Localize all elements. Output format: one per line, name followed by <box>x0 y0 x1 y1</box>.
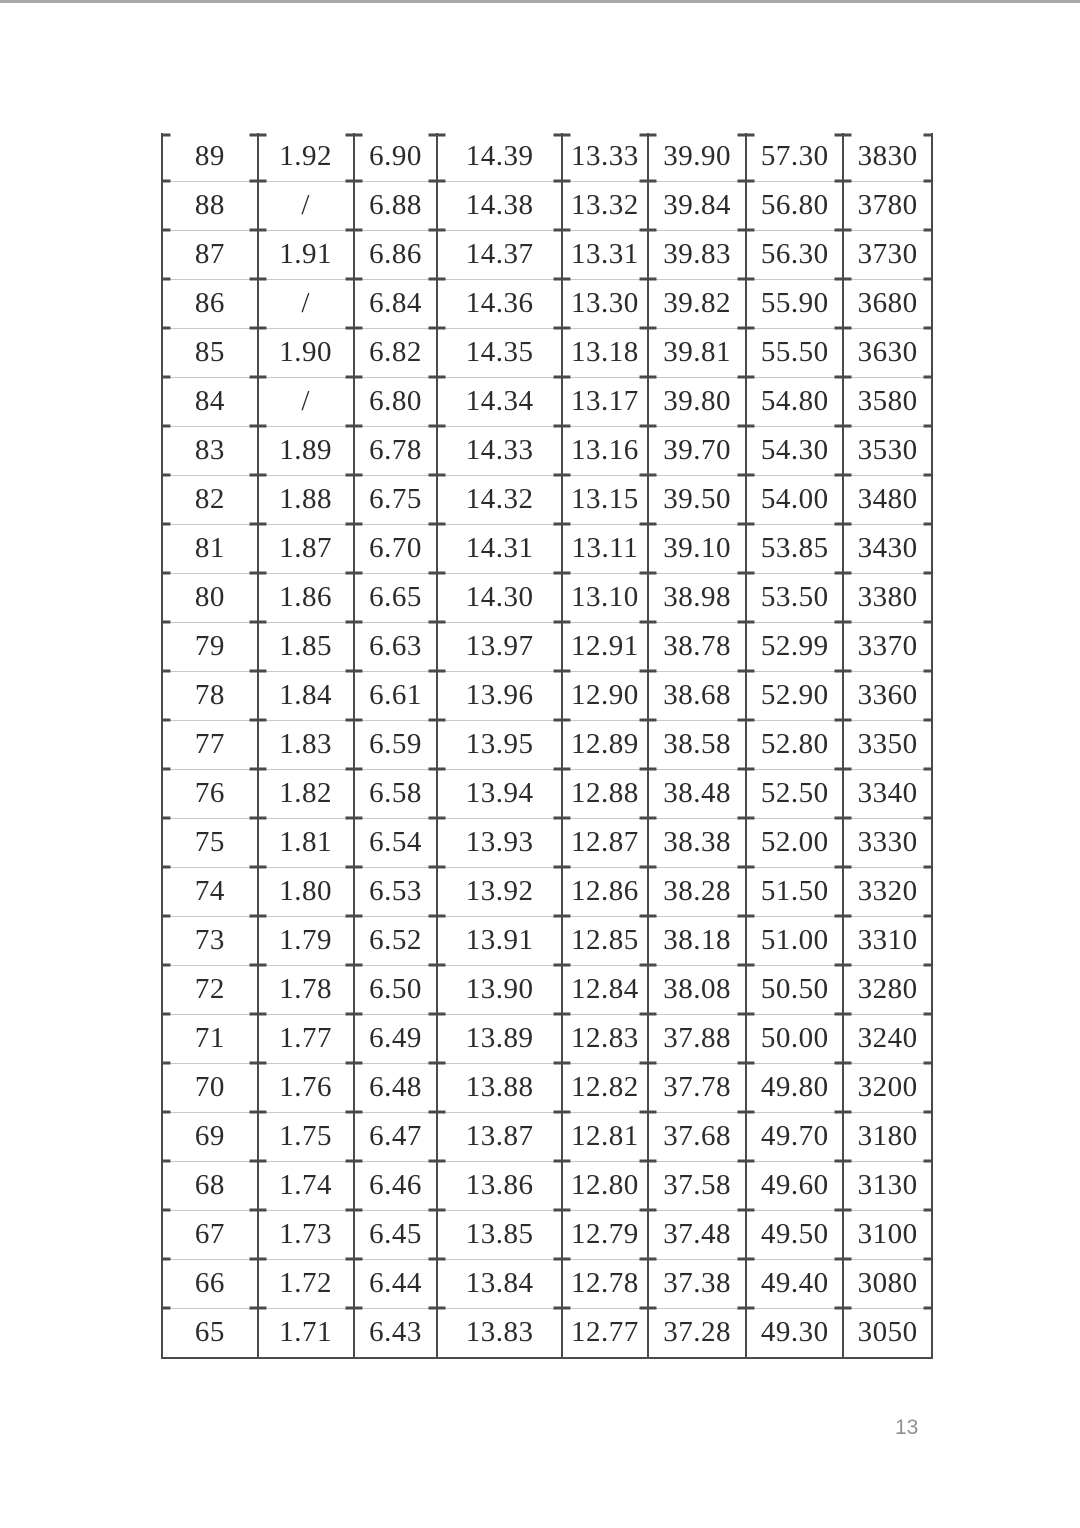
table-row <box>162 1112 932 1161</box>
table-row <box>162 769 932 818</box>
table-cell: 13.97 <box>437 622 562 671</box>
table-cell: 53.50 <box>746 573 843 622</box>
table-cell: 87 <box>162 230 258 279</box>
table-cell: 13.30 <box>562 279 648 328</box>
table-cell: 38.68 <box>648 671 747 720</box>
table-cell: 39.84 <box>648 181 747 230</box>
table-cell: 38.18 <box>648 916 747 965</box>
table-cell: 1.81 <box>258 818 354 867</box>
table-cell: 3330 <box>843 818 932 867</box>
table-row <box>162 1259 932 1308</box>
table-cell: 13.15 <box>562 475 648 524</box>
table-row <box>162 818 932 867</box>
table-cell: 37.88 <box>648 1014 747 1063</box>
table-cell: 13.84 <box>437 1259 562 1308</box>
table-cell: 13.90 <box>437 965 562 1014</box>
table-cell: 6.88 <box>354 181 438 230</box>
table-cell: 12.85 <box>562 916 648 965</box>
table-cell: 37.28 <box>648 1308 747 1358</box>
table-cell: 12.88 <box>562 769 648 818</box>
table-cell: 3320 <box>843 867 932 916</box>
table-cell: 39.90 <box>648 133 747 181</box>
table-cell: 88 <box>162 181 258 230</box>
table-cell: 3280 <box>843 965 932 1014</box>
table-row <box>162 622 932 671</box>
table-cell: 1.87 <box>258 524 354 573</box>
table-cell: 3080 <box>843 1259 932 1308</box>
table-cell: 12.79 <box>562 1210 648 1259</box>
table-cell: 12.80 <box>562 1161 648 1210</box>
table-cell: 6.54 <box>354 818 438 867</box>
table-cell: 65 <box>162 1308 258 1358</box>
table-cell: 49.80 <box>746 1063 843 1112</box>
table-row <box>162 720 932 769</box>
table-cell: 39.81 <box>648 328 747 377</box>
table-row <box>162 671 932 720</box>
table-cell: 13.85 <box>437 1210 562 1259</box>
table-cell: 1.72 <box>258 1259 354 1308</box>
table-cell: 52.50 <box>746 769 843 818</box>
table-cell: 38.48 <box>648 769 747 818</box>
table-cell: 6.50 <box>354 965 438 1014</box>
table-cell: 14.38 <box>437 181 562 230</box>
table-cell: 78 <box>162 671 258 720</box>
table-cell: 14.35 <box>437 328 562 377</box>
table-cell: / <box>258 279 354 328</box>
table-cell: 3630 <box>843 328 932 377</box>
table-cell: 13.89 <box>437 1014 562 1063</box>
table-cell: 6.53 <box>354 867 438 916</box>
table-cell: 12.81 <box>562 1112 648 1161</box>
table-cell: 81 <box>162 524 258 573</box>
table-row <box>162 133 932 181</box>
table-cell: 12.77 <box>562 1308 648 1358</box>
table-row <box>162 1308 932 1358</box>
table-cell: 37.58 <box>648 1161 747 1210</box>
table-cell: 13.16 <box>562 426 648 475</box>
table-cell: 1.80 <box>258 867 354 916</box>
table-cell: 1.73 <box>258 1210 354 1259</box>
table-cell: 3830 <box>843 133 932 181</box>
table-cell: 6.84 <box>354 279 438 328</box>
table-cell: 13.87 <box>437 1112 562 1161</box>
table-cell: 13.94 <box>437 769 562 818</box>
table-cell: 70 <box>162 1063 258 1112</box>
table-cell: 3350 <box>843 720 932 769</box>
table-cell: 3480 <box>843 475 932 524</box>
table-row <box>162 916 932 965</box>
table-cell: 14.30 <box>437 573 562 622</box>
table-cell: / <box>258 181 354 230</box>
table-cell: 6.65 <box>354 573 438 622</box>
table-cell: 12.91 <box>562 622 648 671</box>
table-cell: 83 <box>162 426 258 475</box>
table-cell: 56.80 <box>746 181 843 230</box>
table-cell: 52.99 <box>746 622 843 671</box>
table-cell: 37.38 <box>648 1259 747 1308</box>
table-row <box>162 426 932 475</box>
table-cell: 13.32 <box>562 181 648 230</box>
table-cell: 67 <box>162 1210 258 1259</box>
table-cell: 3310 <box>843 916 932 965</box>
table-row <box>162 573 932 622</box>
table-cell: 51.00 <box>746 916 843 965</box>
table-cell: 3340 <box>843 769 932 818</box>
table-cell: 37.78 <box>648 1063 747 1112</box>
table-cell: 1.79 <box>258 916 354 965</box>
table-cell: 12.86 <box>562 867 648 916</box>
table-cell: 6.78 <box>354 426 438 475</box>
table-cell: 6.63 <box>354 622 438 671</box>
score-table <box>161 133 933 1359</box>
table-row <box>162 230 932 279</box>
table-cell: 39.10 <box>648 524 747 573</box>
table-cell: 75 <box>162 818 258 867</box>
table-cell: 3240 <box>843 1014 932 1063</box>
score-table-container <box>161 133 933 1359</box>
table-cell: 13.10 <box>562 573 648 622</box>
table-cell: 13.11 <box>562 524 648 573</box>
table-cell: 51.50 <box>746 867 843 916</box>
table-cell: 12.82 <box>562 1063 648 1112</box>
table-cell: 66 <box>162 1259 258 1308</box>
table-cell: 49.70 <box>746 1112 843 1161</box>
table-cell: 1.91 <box>258 230 354 279</box>
table-cell: 38.58 <box>648 720 747 769</box>
table-cell: 1.82 <box>258 769 354 818</box>
table-row <box>162 1014 932 1063</box>
table-cell: 3050 <box>843 1308 932 1358</box>
table-cell: 13.88 <box>437 1063 562 1112</box>
table-cell: 3360 <box>843 671 932 720</box>
table-cell: 52.00 <box>746 818 843 867</box>
table-cell: 3200 <box>843 1063 932 1112</box>
table-row <box>162 377 932 426</box>
table-cell: 69 <box>162 1112 258 1161</box>
table-cell: 13.18 <box>562 328 648 377</box>
table-cell: 3780 <box>843 181 932 230</box>
table-row <box>162 475 932 524</box>
table-cell: 55.50 <box>746 328 843 377</box>
table-cell: 1.76 <box>258 1063 354 1112</box>
table-cell: 13.96 <box>437 671 562 720</box>
table-row <box>162 867 932 916</box>
table-cell: 76 <box>162 769 258 818</box>
table-cell: 38.98 <box>648 573 747 622</box>
table-cell: 12.90 <box>562 671 648 720</box>
table-cell: 1.74 <box>258 1161 354 1210</box>
table-cell: 6.86 <box>354 230 438 279</box>
table-cell: 14.32 <box>437 475 562 524</box>
table-cell: 12.83 <box>562 1014 648 1063</box>
table-cell: 3680 <box>843 279 932 328</box>
table-cell: 80 <box>162 573 258 622</box>
table-cell: 14.37 <box>437 230 562 279</box>
table-cell: 1.85 <box>258 622 354 671</box>
table-row <box>162 524 932 573</box>
table-cell: 12.84 <box>562 965 648 1014</box>
table-cell: 13.93 <box>437 818 562 867</box>
table-cell: 50.00 <box>746 1014 843 1063</box>
table-cell: 13.83 <box>437 1308 562 1358</box>
table-cell: 73 <box>162 916 258 965</box>
table-cell: 39.80 <box>648 377 747 426</box>
table-cell: 14.39 <box>437 133 562 181</box>
table-cell: 37.68 <box>648 1112 747 1161</box>
table-cell: 6.59 <box>354 720 438 769</box>
table-cell: 3530 <box>843 426 932 475</box>
table-cell: 6.43 <box>354 1308 438 1358</box>
table-cell: 55.90 <box>746 279 843 328</box>
table-cell: / <box>258 377 354 426</box>
table-row <box>162 1210 932 1259</box>
table-cell: 1.78 <box>258 965 354 1014</box>
table-cell: 71 <box>162 1014 258 1063</box>
table-cell: 1.92 <box>258 133 354 181</box>
table-cell: 56.30 <box>746 230 843 279</box>
table-cell: 79 <box>162 622 258 671</box>
table-cell: 54.30 <box>746 426 843 475</box>
table-cell: 39.82 <box>648 279 747 328</box>
table-row <box>162 1161 932 1210</box>
table-cell: 6.80 <box>354 377 438 426</box>
table-cell: 54.00 <box>746 475 843 524</box>
table-cell: 3370 <box>843 622 932 671</box>
table-cell: 3580 <box>843 377 932 426</box>
table-cell: 13.92 <box>437 867 562 916</box>
table-cell: 3380 <box>843 573 932 622</box>
table-cell: 6.90 <box>354 133 438 181</box>
table-cell: 6.44 <box>354 1259 438 1308</box>
table-cell: 49.60 <box>746 1161 843 1210</box>
table-cell: 6.75 <box>354 475 438 524</box>
table-cell: 86 <box>162 279 258 328</box>
table-cell: 52.90 <box>746 671 843 720</box>
table-cell: 85 <box>162 328 258 377</box>
table-cell: 1.90 <box>258 328 354 377</box>
table-cell: 38.78 <box>648 622 747 671</box>
table-cell: 49.40 <box>746 1259 843 1308</box>
table-cell: 74 <box>162 867 258 916</box>
table-cell: 1.88 <box>258 475 354 524</box>
table-row <box>162 1063 932 1112</box>
table-cell: 12.78 <box>562 1259 648 1308</box>
table-cell: 6.46 <box>354 1161 438 1210</box>
table-cell: 6.47 <box>354 1112 438 1161</box>
table-cell: 39.83 <box>648 230 747 279</box>
table-cell: 13.95 <box>437 720 562 769</box>
table-cell: 14.33 <box>437 426 562 475</box>
table-cell: 1.83 <box>258 720 354 769</box>
table-cell: 1.89 <box>258 426 354 475</box>
page-number: 13 <box>895 1416 919 1439</box>
table-cell: 1.86 <box>258 573 354 622</box>
table-cell: 12.87 <box>562 818 648 867</box>
table-cell: 57.30 <box>746 133 843 181</box>
table-cell: 38.28 <box>648 867 747 916</box>
table-cell: 52.80 <box>746 720 843 769</box>
table-cell: 6.70 <box>354 524 438 573</box>
table-row <box>162 279 932 328</box>
table-cell: 1.84 <box>258 671 354 720</box>
table-cell: 77 <box>162 720 258 769</box>
table-cell: 14.34 <box>437 377 562 426</box>
table-cell: 3180 <box>843 1112 932 1161</box>
table-cell: 50.50 <box>746 965 843 1014</box>
table-cell: 6.58 <box>354 769 438 818</box>
table-cell: 14.36 <box>437 279 562 328</box>
table-cell: 89 <box>162 133 258 181</box>
table-cell: 53.85 <box>746 524 843 573</box>
table-cell: 82 <box>162 475 258 524</box>
table-row <box>162 328 932 377</box>
table-cell: 38.38 <box>648 818 747 867</box>
table-cell: 12.89 <box>562 720 648 769</box>
table-cell: 1.77 <box>258 1014 354 1063</box>
table-cell: 3100 <box>843 1210 932 1259</box>
table-cell: 13.33 <box>562 133 648 181</box>
table-cell: 68 <box>162 1161 258 1210</box>
table-cell: 14.31 <box>437 524 562 573</box>
table-cell: 13.31 <box>562 230 648 279</box>
table-cell: 1.71 <box>258 1308 354 1358</box>
table-cell: 6.48 <box>354 1063 438 1112</box>
table-cell: 3130 <box>843 1161 932 1210</box>
table-row <box>162 181 932 230</box>
table-cell: 13.17 <box>562 377 648 426</box>
table-cell: 6.49 <box>354 1014 438 1063</box>
table-cell: 6.52 <box>354 916 438 965</box>
table-cell: 13.86 <box>437 1161 562 1210</box>
table-cell: 6.82 <box>354 328 438 377</box>
table-cell: 49.50 <box>746 1210 843 1259</box>
table-cell: 1.75 <box>258 1112 354 1161</box>
table-cell: 84 <box>162 377 258 426</box>
table-cell: 37.48 <box>648 1210 747 1259</box>
table-cell: 6.45 <box>354 1210 438 1259</box>
table-cell: 39.70 <box>648 426 747 475</box>
table-cell: 39.50 <box>648 475 747 524</box>
table-cell: 3430 <box>843 524 932 573</box>
table-cell: 6.61 <box>354 671 438 720</box>
table-cell: 49.30 <box>746 1308 843 1358</box>
score-table-body <box>162 133 932 1358</box>
table-cell: 13.91 <box>437 916 562 965</box>
table-cell: 3730 <box>843 230 932 279</box>
table-row <box>162 965 932 1014</box>
table-cell: 54.80 <box>746 377 843 426</box>
table-cell: 72 <box>162 965 258 1014</box>
table-cell: 38.08 <box>648 965 747 1014</box>
